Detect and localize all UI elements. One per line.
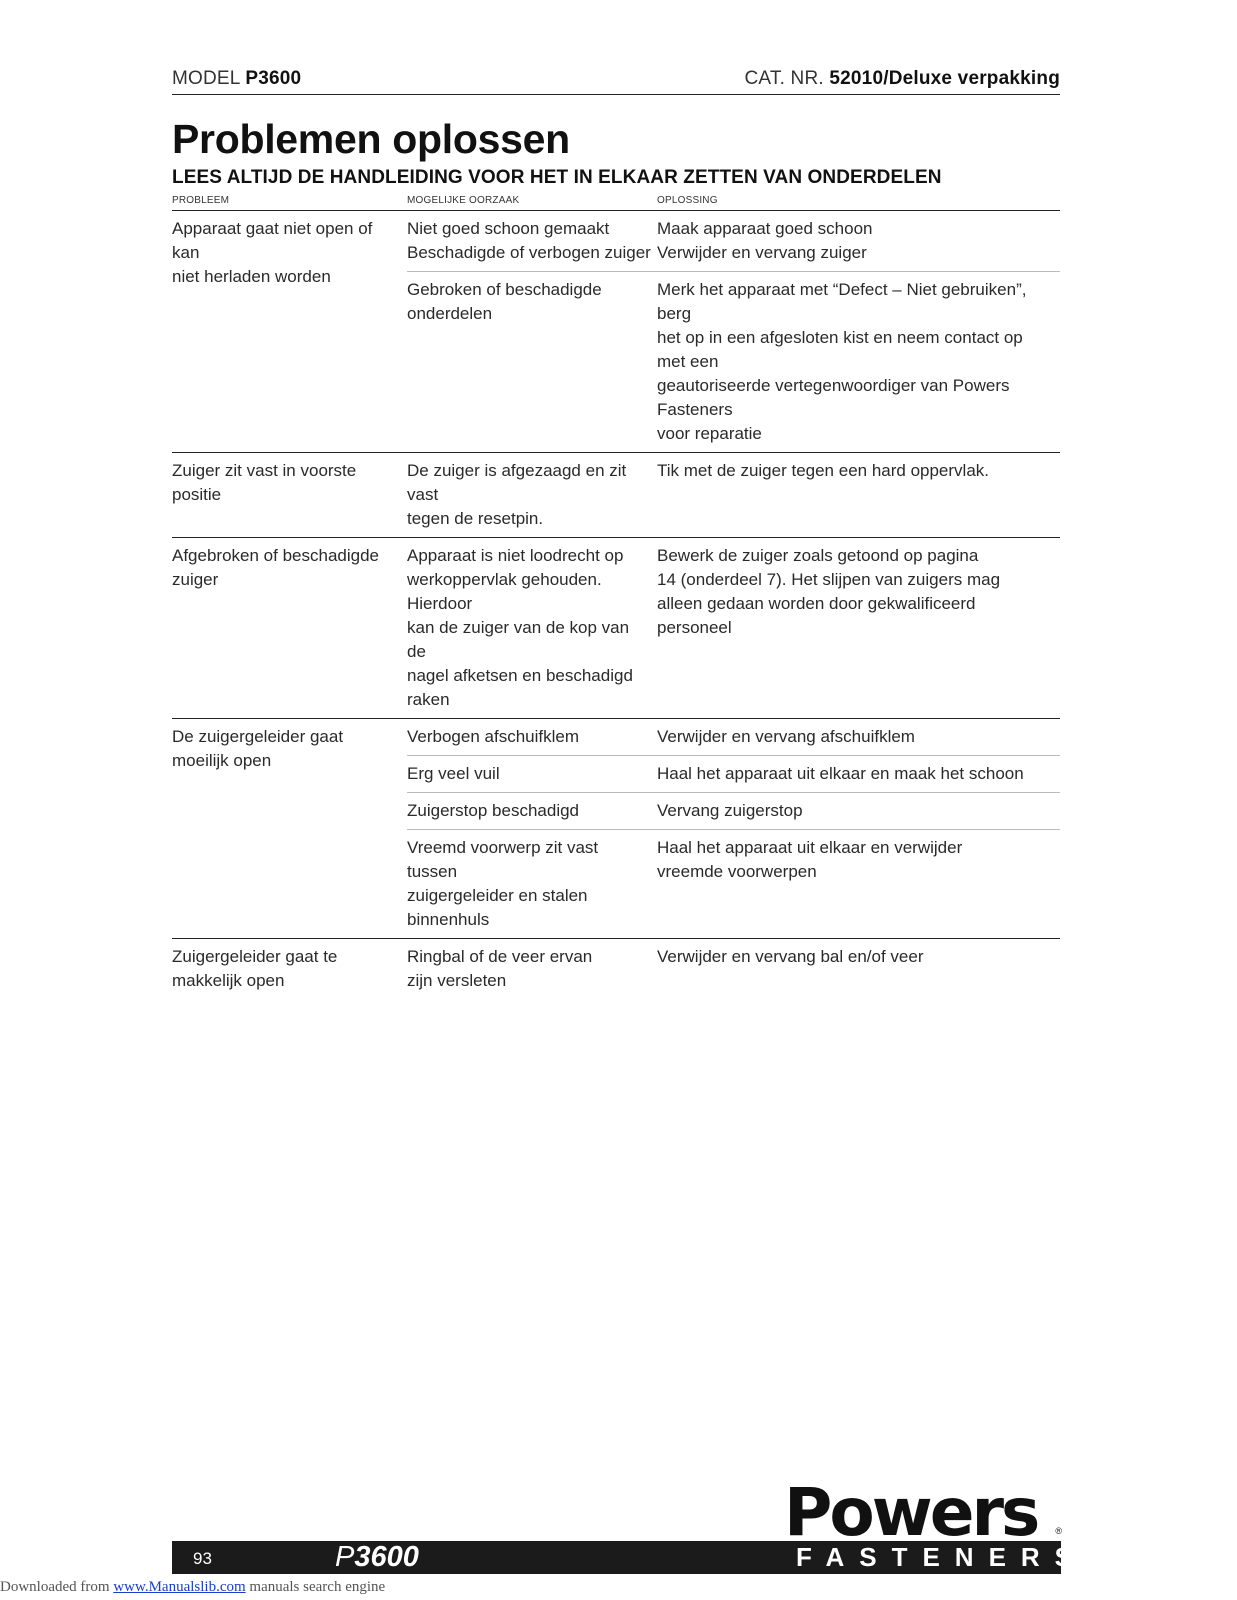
problem-cell: Zuiger zit vast in voorste positie xyxy=(172,453,407,538)
solution-cell: Vervang zuigerstop xyxy=(657,793,1060,830)
column-header-solution: OPLOSSING xyxy=(657,192,1060,211)
problem-cell: De zuigergeleider gaat moeilijk open xyxy=(172,719,407,939)
table-row xyxy=(172,939,1060,1000)
catalog-number xyxy=(745,68,1060,90)
logo-wordmark: Powers xyxy=(784,1474,1038,1551)
footer-model-number: 3600 xyxy=(354,1541,419,1573)
cause-cell: Zuigerstop beschadigd xyxy=(407,793,657,830)
solution-cell: Haal het apparaat uit elkaar en maak het schoon xyxy=(657,756,1060,793)
cause-cell: De zuiger is afgezaagd en zit vast tegen de resetpin. xyxy=(407,453,657,538)
solution-cell: Tik met de zuiger tegen een hard oppervlak. xyxy=(657,453,1060,538)
cause-cell: Ringbal of de veer ervan zijn versleten xyxy=(407,939,657,1000)
model-value: P3600 xyxy=(245,68,302,89)
cause-cell: Gebroken of beschadigde onderdelen xyxy=(407,272,657,453)
catalog-value: 52010/Deluxe verpakking xyxy=(829,68,1060,89)
problem-cell: Zuigergeleider gaat te makkelijk open xyxy=(172,939,407,1000)
solution-cell: Bewerk de zuiger zoals getoond op pagina 14 (onderdeel 7). Het slijpen van zuigers mag alleen gedaan worden door gekwalificeerd personeel xyxy=(657,538,1060,719)
solution-cell: Verwijder en vervang bal en/of veer xyxy=(657,939,1060,1000)
table-row xyxy=(172,211,1060,272)
table-header-row xyxy=(172,192,1060,211)
cause-cell: Erg veel vuil xyxy=(407,756,657,793)
logo-subtitle: FASTENERS xyxy=(796,1542,1088,1572)
cause-cell: Niet goed schoon gemaakt Beschadigde of verbogen zuiger xyxy=(407,219,651,262)
solution-cell: Maak apparaat goed schoon Verwijder en vervang zuiger xyxy=(657,219,873,262)
problem-cell: Afgebroken of beschadigde zuiger xyxy=(172,538,407,719)
model-label xyxy=(172,68,301,90)
logo-registered-mark: ® xyxy=(1055,1526,1062,1536)
table-row xyxy=(172,719,1060,756)
model-label-text: MODEL xyxy=(172,68,240,89)
column-header-cause: MOGELIJKE OORZAAK xyxy=(407,192,657,211)
troubleshooting-table xyxy=(172,192,1060,999)
manualslib-link[interactable]: www.Manualslib.com xyxy=(113,1579,246,1595)
page-title: Problemen oplossen xyxy=(172,116,570,162)
footer-model xyxy=(335,1541,419,1574)
page-header xyxy=(172,68,1060,95)
cause-cell: Apparaat is niet loodrecht op werkoppervlak gehouden. Hierdoor kan de zuiger van de kop van de nagel afketsen en beschadigd raken xyxy=(407,538,657,719)
catalog-label: CAT. NR. xyxy=(744,68,824,89)
cause-cell: Vreemd voorwerp zit vast tussen zuigergeleider en stalen binnenhuls xyxy=(407,830,657,939)
column-header-problem: PROBLEEM xyxy=(172,192,407,211)
page-subtitle: LEES ALTIJD DE HANDLEIDING VOOR HET IN ELKAAR ZETTEN VAN ONDERDELEN xyxy=(172,167,942,188)
cause-cell: Verbogen afschuifklem xyxy=(407,719,657,756)
solution-cell: Merk het apparaat met “Defect – Niet gebruiken”, berg het op in een afgesloten kist en neem contact op met een geautoriseerde vertegenwoordiger van Powers Fasteners voor reparatie xyxy=(657,272,1060,453)
download-note-suffix: manuals search engine xyxy=(245,1579,386,1595)
powers-fasteners-logo xyxy=(784,1474,1088,1580)
table-row xyxy=(172,538,1060,719)
problem-cell: Apparaat gaat niet open of kan niet herladen worden xyxy=(172,219,373,286)
footer-model-prefix: P xyxy=(335,1541,355,1573)
solution-cell: Haal het apparaat uit elkaar en verwijder vreemde voorwerpen xyxy=(657,830,1060,939)
table-body xyxy=(172,211,1060,1000)
solution-cell: Verwijder en vervang afschuifklem xyxy=(657,719,1060,756)
download-note-prefix: Downloaded from xyxy=(0,1579,114,1595)
page-number: 93 xyxy=(193,1549,212,1568)
table-row xyxy=(172,453,1060,538)
download-note xyxy=(0,1579,385,1596)
